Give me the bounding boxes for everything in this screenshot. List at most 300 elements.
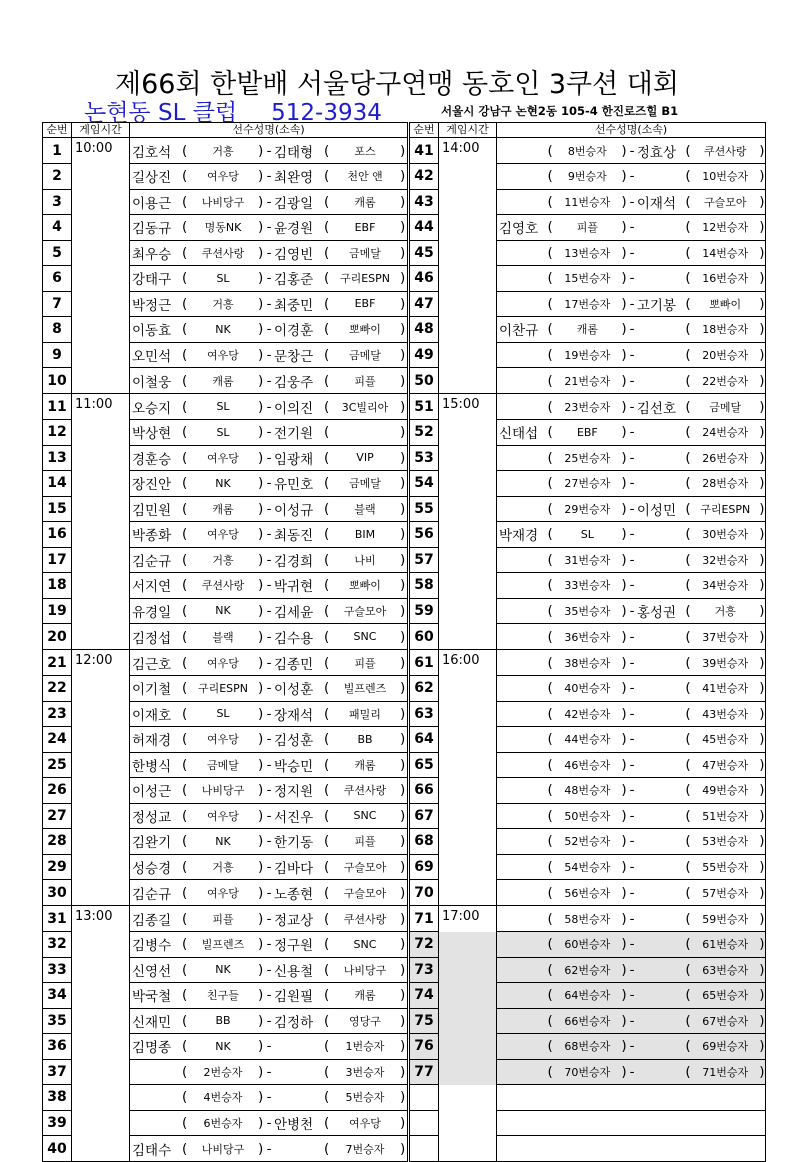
match-players — [130, 266, 408, 292]
versus-dash: - — [629, 193, 635, 210]
versus-dash: - — [629, 680, 635, 697]
player-a-club: 25번승자 — [564, 451, 611, 465]
paren-open: ( — [685, 961, 691, 978]
game-time — [439, 829, 497, 855]
paren-open: ( — [547, 910, 553, 927]
paren-open: ( — [547, 884, 553, 901]
table-row — [43, 829, 408, 855]
player-b-name: 김태형 — [274, 144, 314, 161]
match-number: 11 — [43, 394, 72, 420]
player-a-name: 이재호 — [132, 707, 172, 724]
table-row — [43, 752, 408, 778]
match-number: 35 — [43, 1008, 72, 1034]
player-a-club: 52번승자 — [564, 835, 611, 849]
player-a-club: 70번승자 — [564, 1065, 611, 1079]
player-a-name: 김민원 — [132, 502, 172, 519]
paren-open: ( — [685, 705, 691, 722]
paren-close: ) — [400, 602, 406, 619]
paren-open: ( — [685, 1012, 691, 1029]
match-players — [497, 650, 766, 676]
table-row — [410, 727, 766, 753]
paren-close: ) — [258, 1114, 264, 1131]
paren-open: ( — [685, 628, 691, 645]
game-time — [439, 215, 497, 241]
player-b-name: 이성훈 — [274, 682, 314, 699]
versus-dash: - — [629, 372, 635, 389]
versus-dash: - — [266, 219, 272, 236]
game-time — [439, 240, 497, 266]
club-address: 서울시 강남구 논현2동 105-4 한진로즈힐 B1 — [441, 104, 679, 118]
player-a-club: 여우당 — [207, 170, 239, 184]
paren-close: ) — [258, 731, 264, 748]
player-b-name: 한기동 — [274, 835, 314, 852]
match-number: 56 — [410, 522, 439, 548]
table-row — [410, 932, 766, 958]
game-time — [439, 573, 497, 599]
table-row — [43, 854, 408, 880]
table-row — [410, 803, 766, 829]
match-number: 7 — [43, 291, 72, 317]
player-a-club: 13번승자 — [564, 246, 611, 260]
paren-open: ( — [324, 346, 330, 363]
match-number: 66 — [410, 778, 439, 804]
versus-dash: - — [266, 526, 272, 543]
paren-close: ) — [258, 1038, 264, 1055]
player-a-club: 19번승자 — [564, 348, 611, 362]
paren-open: ( — [547, 526, 553, 543]
versus-dash: - — [629, 219, 635, 236]
player-a-name: 유경일 — [132, 604, 172, 621]
match-number — [410, 1136, 439, 1162]
versus-dash: - — [629, 142, 635, 159]
player-a-name: 김순규 — [132, 553, 172, 570]
player-a-club: 8번승자 — [567, 144, 607, 158]
match-players — [497, 266, 766, 292]
paren-open: ( — [182, 654, 188, 671]
game-time — [72, 778, 130, 804]
table-row — [410, 266, 766, 292]
player-a-club: 거흥 — [212, 144, 234, 158]
player-b-club: 구리ESPN — [339, 272, 391, 286]
paren-close: ) — [759, 1038, 765, 1055]
match-players — [497, 368, 766, 394]
paren-open: ( — [324, 654, 330, 671]
game-time: 10:00 — [72, 138, 130, 164]
paren-open: ( — [547, 1012, 553, 1029]
player-a-name: 김명종 — [132, 1040, 172, 1057]
paren-close: ) — [400, 987, 406, 1004]
player-a-club: 6번승자 — [203, 1116, 243, 1130]
game-time — [439, 1136, 497, 1162]
match-players — [130, 471, 408, 497]
player-a-name: 김완기 — [132, 835, 172, 852]
paren-close: ) — [621, 987, 627, 1004]
player-a-name: 이기철 — [132, 682, 172, 699]
player-b-club: 금메달 — [349, 477, 381, 491]
paren-close: ) — [621, 449, 627, 466]
paren-close: ) — [258, 782, 264, 799]
versus-dash: - — [629, 1012, 635, 1029]
match-players — [130, 445, 408, 471]
paren-open: ( — [547, 756, 553, 773]
table-row — [43, 291, 408, 317]
table-row — [410, 1059, 766, 1085]
table-row — [43, 317, 408, 343]
paren-open: ( — [685, 270, 691, 287]
player-b-name: 이성민 — [636, 502, 676, 519]
table-row — [410, 368, 766, 394]
versus-dash: - — [266, 1063, 272, 1080]
paren-open: ( — [685, 858, 691, 875]
match-players — [497, 778, 766, 804]
paren-close: ) — [621, 961, 627, 978]
player-b-club: 26번승자 — [702, 451, 749, 465]
paren-close: ) — [621, 628, 627, 645]
player-a-club: 여우당 — [207, 528, 239, 542]
match-number: 67 — [410, 803, 439, 829]
match-number: 44 — [410, 215, 439, 241]
versus-dash: - — [629, 346, 635, 363]
paren-close: ) — [400, 705, 406, 722]
paren-open: ( — [182, 910, 188, 927]
player-a-club: 피플 — [212, 912, 234, 926]
paren-close: ) — [621, 1038, 627, 1055]
player-a-club: 66번승자 — [564, 1014, 611, 1028]
table-row — [43, 676, 408, 702]
club-name: 논현동 SL 클럽 — [84, 100, 238, 126]
game-time — [72, 189, 130, 215]
paren-open: ( — [182, 1038, 188, 1055]
match-number: 74 — [410, 983, 439, 1009]
versus-dash: - — [266, 961, 272, 978]
paren-close: ) — [759, 219, 765, 236]
versus-dash: - — [266, 756, 272, 773]
table-row — [410, 215, 766, 241]
player-b-club: 금메달 — [349, 348, 381, 362]
game-time — [72, 368, 130, 394]
paren-open: ( — [182, 1063, 188, 1080]
paren-open: ( — [547, 398, 553, 415]
versus-dash: - — [629, 731, 635, 748]
paren-open: ( — [182, 936, 188, 953]
player-b-name: 김선호 — [636, 400, 676, 417]
versus-dash: - — [266, 731, 272, 748]
match-number: 38 — [43, 1085, 72, 1111]
paren-close: ) — [400, 244, 406, 261]
player-a-name: 이철웅 — [132, 374, 172, 391]
match-number: 18 — [43, 573, 72, 599]
table-row — [43, 650, 408, 676]
paren-open: ( — [547, 372, 553, 389]
paren-close: ) — [621, 731, 627, 748]
match-number: 63 — [410, 701, 439, 727]
match-players — [130, 880, 408, 906]
match-players — [130, 1034, 408, 1060]
player-b-name: 정지원 — [274, 784, 314, 801]
table-row — [43, 138, 408, 164]
player-a-club: 17번승자 — [564, 297, 611, 311]
paren-open: ( — [324, 858, 330, 875]
match-players — [497, 983, 766, 1009]
player-b-name: 김세윤 — [274, 604, 314, 621]
match-number: 57 — [410, 547, 439, 573]
match-players — [130, 598, 408, 624]
player-b-name: 김정하 — [274, 1014, 314, 1031]
player-b-name: 김영빈 — [274, 246, 314, 263]
match-number: 1 — [43, 138, 72, 164]
game-time — [439, 1034, 497, 1060]
match-players — [130, 983, 408, 1009]
paren-open: ( — [182, 168, 188, 185]
player-a-name: 이성근 — [132, 784, 172, 801]
paren-open: ( — [324, 782, 330, 799]
paren-open: ( — [182, 1089, 188, 1106]
game-time — [439, 957, 497, 983]
paren-open: ( — [685, 807, 691, 824]
player-b-club: 피플 — [354, 656, 376, 670]
player-b-club: 3C빌리아 — [341, 400, 389, 414]
player-a-name: 최우승 — [132, 246, 172, 263]
player-b-name: 서진우 — [274, 809, 314, 826]
player-a-club: 27번승자 — [564, 477, 611, 491]
paren-open: ( — [547, 654, 553, 671]
table-row — [43, 957, 408, 983]
player-a-club: 50번승자 — [564, 809, 611, 823]
table-row — [410, 1034, 766, 1060]
match-players — [497, 138, 766, 164]
player-b-club: 구슬모아 — [703, 195, 747, 209]
match-number: 61 — [410, 650, 439, 676]
player-a-club: 쿠션사랑 — [201, 579, 245, 593]
paren-close: ) — [400, 680, 406, 697]
paren-open: ( — [324, 142, 330, 159]
paren-close: ) — [759, 987, 765, 1004]
game-time — [439, 778, 497, 804]
match-number: 43 — [410, 189, 439, 215]
versus-dash: - — [266, 807, 272, 824]
versus-dash: - — [266, 449, 272, 466]
player-a-club: 42번승자 — [564, 707, 611, 721]
game-time — [72, 932, 130, 958]
game-time — [72, 291, 130, 317]
versus-dash: - — [266, 424, 272, 441]
match-number: 76 — [410, 1034, 439, 1060]
paren-open: ( — [685, 654, 691, 671]
match-players — [130, 215, 408, 241]
match-players — [497, 906, 766, 932]
player-b-club: 빌프렌즈 — [343, 682, 387, 696]
paren-close: ) — [621, 551, 627, 568]
match-players — [497, 880, 766, 906]
paren-close: ) — [621, 654, 627, 671]
table-row — [43, 906, 408, 932]
match-players — [130, 1136, 408, 1162]
player-a-club: 금메달 — [207, 758, 239, 772]
player-b-club: 쿠션사랑 — [343, 912, 387, 926]
player-b-club: 37번승자 — [702, 630, 749, 644]
table-row — [410, 522, 766, 548]
game-time: 15:00 — [439, 394, 497, 420]
match-players — [130, 164, 408, 190]
paren-open: ( — [547, 1038, 553, 1055]
player-a-club: 56번승자 — [564, 886, 611, 900]
paren-close: ) — [400, 858, 406, 875]
paren-close: ) — [759, 475, 765, 492]
player-a-club: 64번승자 — [564, 989, 611, 1003]
paren-close: ) — [759, 449, 765, 466]
player-a-club: 친구들 — [207, 989, 239, 1003]
player-b-club: 구리ESPN — [700, 502, 751, 516]
paren-open: ( — [547, 987, 553, 1004]
player-a-club: 블랙 — [212, 630, 234, 644]
paren-open: ( — [182, 680, 188, 697]
paren-open: ( — [685, 526, 691, 543]
player-b-name: 이성규 — [274, 502, 314, 519]
match-players — [130, 394, 408, 420]
paren-close: ) — [400, 807, 406, 824]
versus-dash: - — [266, 1140, 272, 1157]
match-number: 17 — [43, 547, 72, 573]
paren-close: ) — [621, 1012, 627, 1029]
match-number: 22 — [43, 676, 72, 702]
player-b-club: 구슬모아 — [343, 604, 387, 618]
paren-open: ( — [547, 705, 553, 722]
match-players — [497, 189, 766, 215]
player-b-club: 영당구 — [349, 1014, 381, 1028]
player-b-club: BIM — [354, 527, 376, 541]
game-time — [72, 496, 130, 522]
paren-close: ) — [258, 1089, 264, 1106]
player-b-club: 5번승자 — [345, 1091, 385, 1105]
player-a-name: 김호석 — [132, 144, 172, 161]
table-row — [43, 471, 408, 497]
game-time — [439, 854, 497, 880]
match-players — [130, 701, 408, 727]
paren-open: ( — [182, 424, 188, 441]
paren-close: ) — [258, 424, 264, 441]
player-a-name: 허재경 — [132, 733, 172, 750]
paren-open: ( — [685, 577, 691, 594]
player-b-name: 김원필 — [274, 989, 314, 1006]
paren-close: ) — [621, 219, 627, 236]
player-b-name: 최완영 — [274, 170, 314, 187]
versus-dash: - — [266, 936, 272, 953]
paren-open: ( — [182, 1114, 188, 1131]
match-number: 69 — [410, 854, 439, 880]
match-players — [497, 471, 766, 497]
player-b-club: 7번승자 — [345, 1142, 385, 1156]
table-row — [43, 598, 408, 624]
versus-dash: - — [266, 1038, 272, 1055]
paren-open: ( — [685, 833, 691, 850]
paren-open: ( — [182, 782, 188, 799]
paren-open: ( — [685, 219, 691, 236]
versus-dash: - — [629, 526, 635, 543]
paren-open: ( — [324, 1140, 330, 1157]
table-row — [410, 983, 766, 1009]
paren-close: ) — [621, 168, 627, 185]
paren-close: ) — [258, 807, 264, 824]
versus-dash: - — [629, 475, 635, 492]
paren-open: ( — [324, 833, 330, 850]
player-b-name: 이경훈 — [274, 323, 314, 340]
versus-dash: - — [266, 1089, 272, 1106]
paren-open: ( — [547, 321, 553, 338]
player-a-club: SL — [580, 527, 594, 541]
paren-open: ( — [182, 756, 188, 773]
match-players — [130, 932, 408, 958]
player-a-club: 나비당구 — [201, 195, 245, 209]
game-time — [72, 445, 130, 471]
game-time: 17:00 — [439, 906, 497, 932]
game-time — [439, 420, 497, 446]
paren-open: ( — [547, 628, 553, 645]
player-b-club: 10번승자 — [702, 170, 749, 184]
player-a-name: 오승지 — [132, 400, 172, 417]
player-b-club: 구슬모아 — [343, 886, 387, 900]
paren-open: ( — [182, 526, 188, 543]
game-time — [72, 522, 130, 548]
versus-dash: - — [629, 782, 635, 799]
match-players — [130, 650, 408, 676]
paren-close: ) — [759, 731, 765, 748]
player-a-name: 정성교 — [132, 809, 172, 826]
paren-close: ) — [759, 577, 765, 594]
match-players — [130, 906, 408, 932]
header-time: 게임시간 — [72, 123, 130, 138]
player-a-name: 오민석 — [132, 348, 172, 365]
player-a-name: 신태섭 — [499, 426, 539, 443]
paren-close: ) — [621, 1063, 627, 1080]
game-time — [72, 829, 130, 855]
paren-close: ) — [258, 987, 264, 1004]
paren-open: ( — [547, 219, 553, 236]
player-b-name: 장재석 — [274, 707, 314, 724]
match-players — [497, 598, 766, 624]
game-time — [72, 854, 130, 880]
match-number: 52 — [410, 420, 439, 446]
match-players — [130, 291, 408, 317]
paren-close: ) — [258, 1012, 264, 1029]
player-a-club: SL — [216, 271, 230, 285]
versus-dash: - — [266, 782, 272, 799]
paren-close: ) — [258, 936, 264, 953]
header-players: 선수성명(소속) — [130, 123, 408, 138]
paren-close: ) — [258, 628, 264, 645]
versus-dash: - — [266, 551, 272, 568]
paren-close: ) — [621, 807, 627, 824]
game-time — [439, 676, 497, 702]
player-a-name: 이찬규 — [499, 323, 539, 340]
player-b-club: EBF — [354, 297, 376, 311]
player-a-name: 김종길 — [132, 912, 172, 929]
match-players — [130, 317, 408, 343]
player-b-club: 69번승자 — [702, 1040, 749, 1054]
paren-open: ( — [685, 884, 691, 901]
match-players — [497, 854, 766, 880]
game-time — [72, 983, 130, 1009]
player-a-name: 신재민 — [132, 1014, 172, 1031]
versus-dash: - — [629, 449, 635, 466]
paren-close: ) — [621, 372, 627, 389]
paren-open: ( — [324, 987, 330, 1004]
game-time — [72, 752, 130, 778]
paren-close: ) — [258, 1140, 264, 1157]
player-b-club: 65번승자 — [702, 989, 749, 1003]
game-time: 11:00 — [72, 394, 130, 420]
table-row — [410, 471, 766, 497]
paren-close: ) — [400, 475, 406, 492]
